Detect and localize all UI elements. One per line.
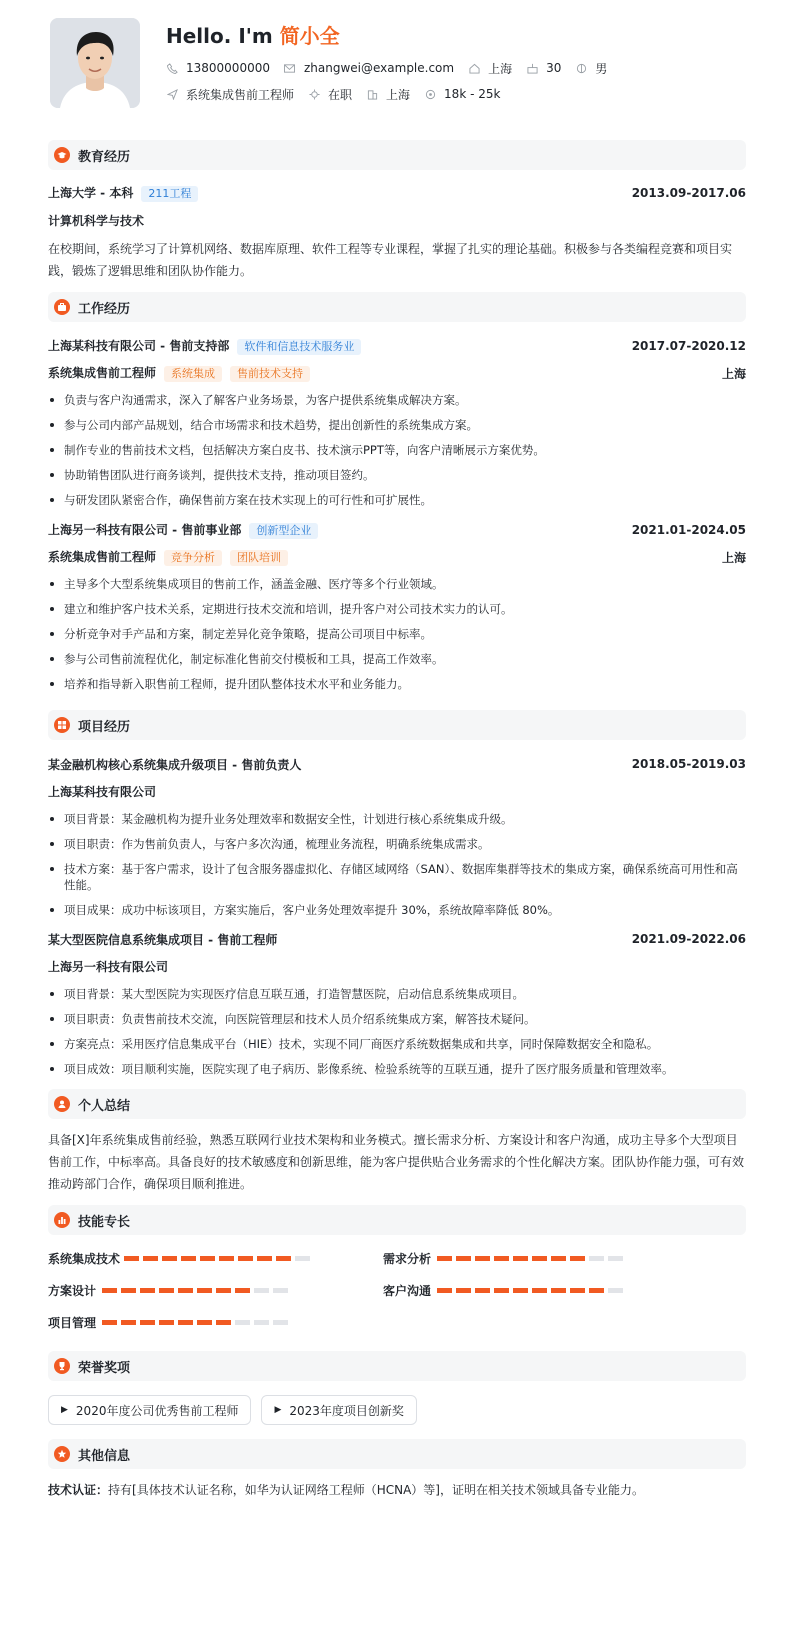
skill-level-segment	[494, 1256, 509, 1261]
skill-level-segment	[159, 1320, 174, 1325]
graduation-cap-icon	[54, 147, 70, 163]
star-icon	[54, 1446, 70, 1462]
job-date: 2021.01-2024.05	[631, 523, 746, 537]
skill-level-segment	[238, 1256, 253, 1261]
skill-name: 客户沟通	[383, 1283, 432, 1298]
list-item: 主导多个大型系统集成项目的售前工作，涵盖金融、医疗等多个行业领域。	[48, 576, 746, 592]
skill-level-segment	[178, 1320, 193, 1325]
industry-tag: 创新型企业	[249, 523, 318, 539]
skill-name: 需求分析	[383, 1251, 432, 1266]
industry-tag: 软件和信息技术服务业	[237, 339, 361, 355]
salary-icon	[424, 88, 436, 100]
job-city: 上海	[721, 366, 746, 381]
skills-grid	[48, 1249, 746, 1331]
list-item: 参与公司售前流程优化，制定标准化售前交付模板和工具，提高工作效率。	[48, 651, 746, 667]
user-icon	[54, 1096, 70, 1112]
gender-item	[575, 60, 607, 77]
skill-level-segment	[121, 1288, 136, 1293]
skill-level-segment	[140, 1320, 155, 1325]
skill-level-segment	[608, 1288, 623, 1293]
list-item: 项目职责：负责售前技术交流，向医院管理层和技术人员介绍系统集成方案，解答技术疑问。	[48, 1011, 746, 1027]
skill-level-segment	[532, 1288, 547, 1293]
work-entry	[48, 521, 746, 692]
skill-level-segment	[532, 1256, 547, 1261]
list-item: 分析竞争对手产品和方案，制定差异化竞争策略，提高公司项目中标率。	[48, 626, 746, 642]
skill-level-segment	[254, 1288, 269, 1293]
email-item	[284, 61, 454, 75]
email-text: zhangwei@example.com	[303, 61, 455, 75]
section-title: 项目经历	[78, 719, 131, 735]
award-item: ▶ 2020年度公司优秀售前工程师	[48, 1395, 251, 1425]
education-description: 在校期间，系统学习了计算机网络、数据库原理、软件工程等专业课程，掌握了扎实的理论基础。积极参与各类编程竞赛和项目实践，锻炼了逻辑思维和团队协作能力。	[48, 242, 733, 278]
skill-level-segment	[162, 1256, 177, 1261]
school-tag: 211工程	[141, 186, 198, 202]
project-company: 上海另一科技有限公司	[48, 960, 169, 974]
section-title: 个人总结	[78, 1098, 131, 1114]
project-date: 2018.05-2019.03	[631, 757, 746, 771]
job-city: 上海	[721, 550, 746, 565]
city-icon	[366, 88, 378, 100]
section-title: 教育经历	[78, 149, 131, 165]
skill-level-segment	[140, 1288, 155, 1293]
skill-level-segment	[295, 1256, 310, 1261]
project-date: 2021.09-2022.06	[631, 932, 746, 946]
skill-level-segment	[608, 1256, 623, 1261]
skill-item	[383, 1249, 718, 1267]
skill-level-segment	[570, 1288, 585, 1293]
certification-label: 技术认证：	[48, 1483, 109, 1497]
other-info	[48, 1479, 746, 1501]
list-item: 培养和指导新入职售前工程师，提升团队整体技术水平和业务能力。	[48, 676, 746, 692]
project-company: 上海某科技有限公司	[48, 785, 157, 799]
major-name: 计算机科学与技术	[48, 214, 145, 228]
skill-level-segment	[589, 1288, 604, 1293]
list-item: 项目成果：成功中标该项目，方案实施后，客户业务处理效率提升 30%，系统故障率降低 80%。	[48, 902, 746, 918]
gender-text: 男	[595, 61, 608, 76]
play-icon: ▶	[61, 1405, 68, 1415]
skill-level-segment	[475, 1288, 490, 1293]
status-item	[308, 86, 352, 103]
hello-text: Hello. I'm	[166, 24, 280, 48]
role-tag: 竞争分析	[164, 550, 222, 566]
salary-item	[424, 87, 500, 101]
age-item	[526, 61, 561, 75]
project-entry	[48, 755, 746, 918]
skill-item	[383, 1281, 718, 1299]
skill-level-segment	[254, 1320, 269, 1325]
skill-level-segment	[197, 1320, 212, 1325]
skill-level-segment	[273, 1320, 288, 1325]
project-entry	[48, 930, 746, 1077]
list-item: 项目职责：作为售前负责人，与客户多次沟通，梳理业务流程，明确系统集成需求。	[48, 836, 746, 852]
status-icon	[308, 88, 320, 100]
certification-text: 持有[具体技术认证名称，如华为认证网络工程师（HCNA）等]，证明在相关技术领域具备专业能力。	[108, 1483, 644, 1497]
skill-level-segment	[589, 1256, 604, 1261]
section-title: 荣誉奖项	[78, 1360, 131, 1376]
skill-level-segment	[273, 1288, 288, 1293]
job-duties	[48, 576, 746, 692]
position-text: 系统集成售前工程师	[186, 87, 295, 102]
contact-row	[166, 58, 621, 78]
briefcase-icon	[54, 299, 70, 315]
position-item	[166, 86, 294, 103]
section-title: 技能专长	[78, 1214, 131, 1230]
work-entry	[48, 337, 746, 508]
section-awards-header	[48, 1351, 746, 1381]
section-title: 工作经历	[78, 301, 131, 317]
home-icon	[468, 62, 480, 74]
skill-level-segment	[197, 1288, 212, 1293]
skill-level-segment	[121, 1320, 136, 1325]
skill-level-segment	[494, 1288, 509, 1293]
gender-icon	[575, 62, 587, 74]
list-item: 协助销售团队进行商务谈判，提供技术支持，推动项目签约。	[48, 467, 746, 483]
skill-level-segment	[257, 1256, 272, 1261]
list-item: 与研发团队紧密合作，确保售前方案在技术实现上的可行性和可扩展性。	[48, 492, 746, 508]
section-skills-header	[48, 1205, 746, 1235]
skill-level-segment	[551, 1256, 566, 1261]
role-tag: 团队培训	[230, 550, 288, 566]
job-date: 2017.07-2020.12	[631, 339, 746, 353]
section-other-header	[48, 1439, 746, 1469]
city-item	[366, 86, 410, 103]
skill-name: 系统集成技术	[48, 1251, 121, 1266]
position-icon	[166, 88, 178, 100]
skill-level-bar	[102, 1288, 288, 1293]
skill-level-segment	[513, 1256, 528, 1261]
section-education-header	[48, 140, 746, 170]
section-title: 其他信息	[78, 1448, 131, 1464]
skill-item	[48, 1313, 383, 1331]
grid-icon	[54, 717, 70, 733]
project-details	[48, 986, 746, 1077]
play-icon: ▶	[274, 1405, 282, 1415]
skill-level-segment	[159, 1288, 174, 1293]
education-date: 2013.09-2017.06	[631, 186, 746, 200]
city-text: 上海	[386, 87, 411, 102]
education-entry	[48, 184, 746, 282]
skill-item	[48, 1249, 383, 1267]
greeting-title	[166, 20, 621, 52]
section-summary-header	[48, 1089, 746, 1119]
list-item: 负责与客户沟通需求，深入了解客户业务场景，为客户提供系统集成解决方案。	[48, 392, 746, 408]
company-name: 上海另一科技有限公司 - 售前事业部 创新型企业	[48, 521, 318, 539]
location-item	[468, 60, 512, 77]
job-row	[166, 84, 621, 104]
salary-text: 18k - 25k	[444, 87, 501, 101]
skill-name: 项目管理	[48, 1315, 97, 1330]
trophy-icon	[54, 1358, 70, 1374]
phone-item	[166, 61, 270, 75]
skill-level-segment	[143, 1256, 158, 1261]
company-name: 上海某科技有限公司 - 售前支持部 软件和信息技术服务业	[48, 337, 361, 355]
section-work-header	[48, 292, 746, 322]
skill-level-bar	[124, 1256, 310, 1261]
skill-level-segment	[437, 1256, 452, 1261]
skill-level-segment	[216, 1288, 231, 1293]
mail-icon	[284, 62, 296, 74]
summary-text: 具备[X]年系统集成售前经验，熟悉互联网行业技术架构和业务模式。擅长需求分析、方案设计和客户沟通，成功主导多个大型项目售前工作，中标率高。具备良好的技术敏感度和创新思维，能为客户提供贴合业务需求的个性化解决方案。团队协作能力强，可有效推动跨部门合作，确保项目顺利推进。	[48, 1133, 745, 1191]
phone-icon	[166, 62, 178, 74]
skill-level-segment	[216, 1320, 231, 1325]
age-text: 30	[546, 61, 562, 75]
skill-level-segment	[276, 1256, 291, 1261]
skill-item	[48, 1281, 383, 1299]
job-role: 系统集成售前工程师 竞争分析 团队培训	[48, 548, 288, 566]
project-details	[48, 811, 746, 918]
candidate-name: 简小全	[279, 24, 340, 48]
list-item: 项目背景：某大型医院为实现医疗信息互联互通，打造智慧医院，启动信息系统集成项目。	[48, 986, 746, 1002]
skill-level-bar	[437, 1256, 623, 1261]
list-item: 建立和维护客户技术关系，定期进行技术交流和培训，提升客户对公司技术实力的认可。	[48, 601, 746, 617]
list-item: 参与公司内部产品规划，结合市场需求和技术趋势，提出创新性的系统集成方案。	[48, 417, 746, 433]
skill-level-segment	[219, 1256, 234, 1261]
location-text: 上海	[488, 61, 513, 76]
skill-level-segment	[102, 1288, 117, 1293]
avatar	[50, 18, 140, 108]
school-name: 上海大学 - 本科 211工程	[48, 184, 198, 202]
skill-level-segment	[570, 1256, 585, 1261]
job-duties	[48, 392, 746, 508]
job-role: 系统集成售前工程师 系统集成 售前技术支持	[48, 364, 310, 382]
list-item: 方案亮点：采用医疗信息集成平台（HIE）技术，实现不同厂商医疗系统数据集成和共享，同时保障数据安全和隐私。	[48, 1036, 746, 1052]
award-item: ▶ 2023年度项目创新奖	[261, 1395, 416, 1425]
phone-text: 13800000000	[186, 61, 270, 75]
skill-level-segment	[456, 1256, 471, 1261]
age-icon	[526, 62, 538, 74]
skill-level-segment	[102, 1320, 117, 1325]
skill-level-segment	[235, 1288, 250, 1293]
list-item: 项目成效：项目顺利实施，医院实现了电子病历、影像系统、检验系统等的互联互通，提升了医疗服务质量和管理效率。	[48, 1061, 746, 1077]
skill-level-segment	[124, 1256, 139, 1261]
resume-header	[48, 18, 746, 128]
skill-level-bar	[102, 1320, 288, 1325]
skill-level-segment	[178, 1288, 193, 1293]
list-item: 项目背景：某金融机构为提升业务处理效率和数据安全性，计划进行核心系统集成升级。	[48, 811, 746, 827]
skill-level-segment	[475, 1256, 490, 1261]
skill-level-bar	[437, 1288, 623, 1293]
project-name: 某大型医院信息系统集成项目 - 售前工程师	[48, 932, 278, 947]
role-tag: 售前技术支持	[230, 366, 310, 382]
skill-level-segment	[437, 1288, 452, 1293]
skill-level-segment	[181, 1256, 196, 1261]
skill-level-segment	[200, 1256, 215, 1261]
list-item: 技术方案：基于客户需求，设计了包含服务器虚拟化、存储区域网络（SAN）、数据库集群等技术的集成方案，确保系统高可用性和高性能。	[48, 861, 746, 893]
skill-level-segment	[235, 1320, 250, 1325]
project-name: 某金融机构核心系统集成升级项目 - 售前负责人	[48, 757, 302, 772]
role-tag: 系统集成	[164, 366, 222, 382]
awards-list	[48, 1395, 746, 1425]
skill-level-segment	[513, 1288, 528, 1293]
status-text: 在职	[328, 87, 353, 102]
section-projects-header	[48, 710, 746, 740]
list-item: 制作专业的售前技术文档，包括解决方案白皮书、技术演示PPT等，向客户清晰展示方案优势。	[48, 442, 746, 458]
skill-level-segment	[551, 1288, 566, 1293]
bar-chart-icon	[54, 1212, 70, 1228]
skill-name: 方案设计	[48, 1283, 97, 1298]
skill-level-segment	[456, 1288, 471, 1293]
